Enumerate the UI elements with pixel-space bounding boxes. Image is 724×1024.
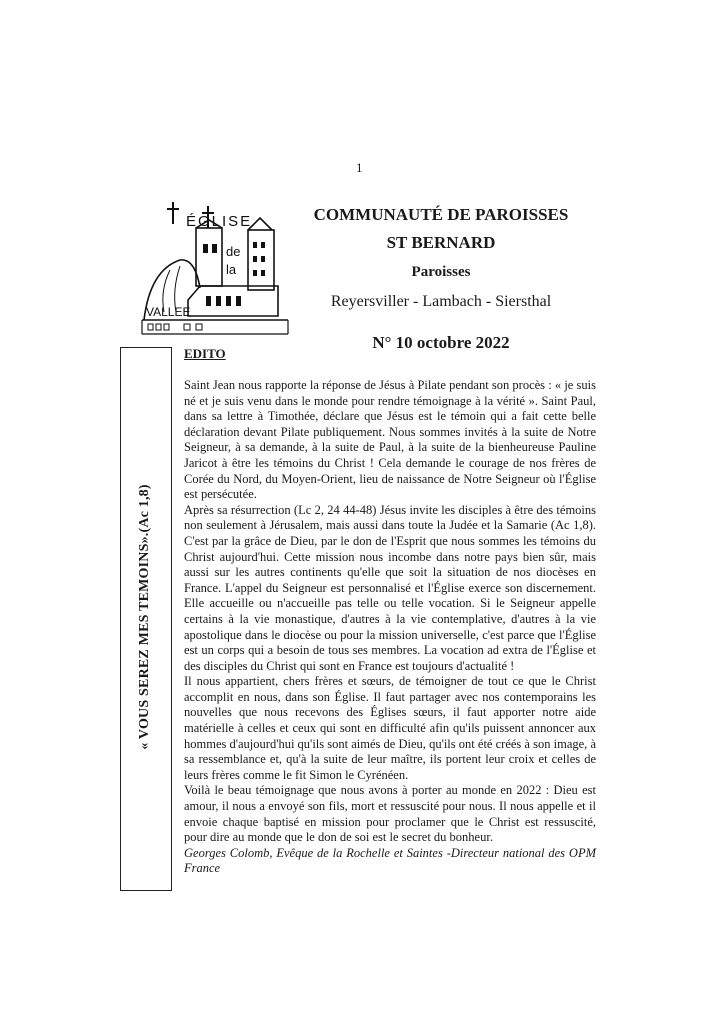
edito-paragraph: Saint Jean nous rapporte la réponse de Jésus à Pilate pendant son procès : « je suis né et je suis venu dans le monde pour rendre témoignage à la vérité ». Saint Paul, dans sa lettre à Timothée, déclare que Jésus est le témoin qui a fait cette belle déclaration devant Pilate publiquement. Nous sommes invités à la suite de Notre Seigneur, à sa demande, à la suite de Paul, à la suite de la bienheureuse Pauline Jaricot à être les témoins du Christ ! Cela demande le courage de nos frères de Corée du Nord, du Moyen-Orient, lieu de naissance de Notre Seigneur où l'Église est persécutée. — [184, 378, 596, 502]
svg-text:VALLEE: VALLEE — [146, 305, 191, 319]
edito-paragraph: Après sa résurrection (Lc 2, 24 44-48) Jésus invite les disciples à être des témoins non seulement à Jérusalem, mais aussi dans toute la Judée et la Samarie (Ac 1,8). C'est par la grâce de Dieu, par le don de l'Esprit que nous sommes les témoins du Christ aujourd'hui. Cette mission nous incombe dans notre pays bien sûr, mais aussi sur les autres continents qu'elle que soit la situation de nos diocèses en France. L'appel du Seigneur est personnalisé et l'Église exerce son discernement. Elle accueille ou n'accueille pas telle ou telle vocation. Si le Seigneur appelle certains à la vie monastique, d'autres à la vie contemplative, d'autres à la vie apostolique dans le diocèse ou pour la mission universelle, c'est parce que l'Église est un corps qui a besoin de tous ses membres. La vocation ad extra de l'Église et des disciples du Christ qui sont en France est toujours d'actualité ! — [184, 502, 596, 673]
community-title: COMMUNAUTÉ DE PAROISSES — [313, 205, 569, 224]
parish-locations: Reyersviller - Lambach - Siersthal — [330, 293, 552, 310]
sidebar-quote: « VOUS SEREZ MES TEMOINS».(Ac 1,8) — [137, 484, 152, 750]
parish-logo — [140, 200, 290, 335]
issue-number: N° 10 octobre 2022 — [372, 333, 510, 352]
svg-text:ÉGLISE: ÉGLISE — [186, 213, 253, 230]
community-subtitle: ST BERNARD — [386, 233, 496, 252]
newsletter-header — [296, 200, 586, 354]
svg-text:la: la — [226, 262, 237, 277]
parishes-label: Paroisses — [411, 264, 471, 280]
edito-body — [184, 378, 596, 877]
page-number: 1 — [356, 160, 363, 175]
edito-paragraph: Il nous appartient, chers frères et sœurs, de témoigner de tout ce que le Christ accomplit en nous, dans son Église. Il faut partager avec nos contemporains les nouvelles que nous recevons des Églises sœurs, il faut apporter notre aide matérielle à celles et ceux qui sont en difficulté afin qu'ils puissent annoncer aux hommes d'aujourd'hui qu'ils sont aimés de Dieu, qu'ils ont été créés à son image, à sa ressemblance et, qu'à la suite de leur maître, ils portent leur croix et celles de leurs frères comme le fit Simon le Cyrénéen. — [184, 674, 596, 782]
edito-paragraph: Voilà le beau témoignage que nous avons à porter au monde en 2022 : Dieu est amour, il nous a envoyé son fils, mort et ressuscité pour nous. Il nous appelle et il envoie chaque baptisé en mission pour proclamer que le Christ est ressuscité, pour dire au monde que le don de soi est le secret du bonheur. — [184, 783, 596, 845]
edito-heading: EDITO — [184, 346, 226, 361]
svg-text:de: de — [226, 244, 241, 259]
edito-signature: Georges Colomb, Evêque de la Rochelle et Saintes -Directeur national des OPM France — [184, 845, 596, 876]
